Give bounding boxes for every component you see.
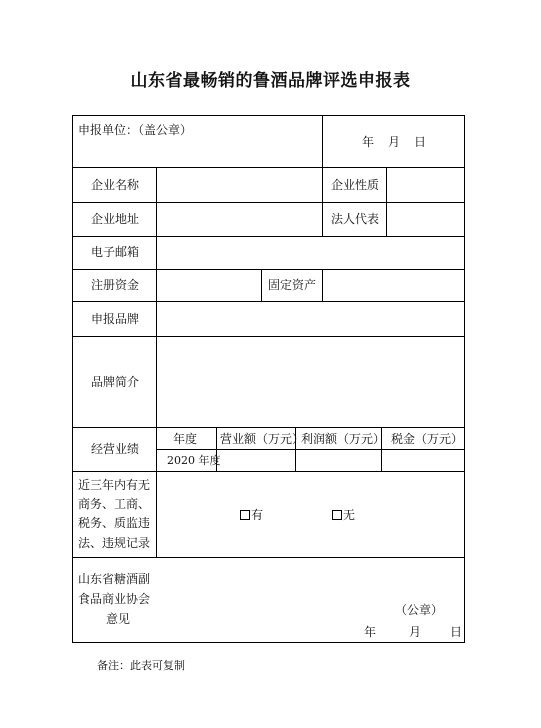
brand-label: 申报品牌 (91, 312, 140, 326)
legal-rep-field[interactable] (387, 203, 464, 236)
performance-header-year: 年度 (173, 432, 198, 446)
footnote: 备注：此表可复制 (97, 659, 185, 672)
company-name-field[interactable] (157, 168, 322, 202)
registered-capital-field[interactable] (157, 270, 261, 301)
registered-capital-label: 注册资金 (91, 278, 140, 292)
brand-field[interactable] (157, 302, 464, 336)
violation-no-checkbox[interactable] (332, 510, 342, 520)
performance-header-revenue: 营业额（万元） (220, 432, 305, 446)
violations-label-line-1: 近三年内有无 (78, 478, 151, 492)
applicant-unit-field[interactable] (73, 144, 322, 167)
violation-no-option[interactable] (332, 509, 355, 521)
fixed-assets-label: 固定资产 (268, 278, 317, 292)
date-month-label: 月 (388, 135, 401, 149)
performance-header-tax: 税金（万元） (391, 432, 464, 446)
date-year-label: 年 (362, 135, 375, 149)
applicant-unit-label: 申报单位：（盖公章） (78, 123, 193, 137)
association-year-label: 年 (364, 625, 377, 639)
profit-field[interactable] (296, 450, 381, 471)
association-seal-label: （公章） (395, 603, 444, 617)
performance-header-profit: 利润额（万元） (301, 432, 386, 446)
tax-field[interactable] (382, 450, 464, 471)
revenue-field[interactable] (217, 450, 295, 471)
performance-row-year: 2020 年度 (167, 454, 221, 467)
company-name-label: 企业名称 (91, 178, 140, 192)
association-label-line-2: 食品商业协会 (78, 592, 151, 606)
association-month-label: 月 (409, 625, 422, 639)
violations-label-line-3: 税务、质监违 (78, 516, 151, 530)
email-label: 电子邮箱 (91, 245, 140, 259)
application-form-table (72, 115, 465, 643)
company-nature-field[interactable] (387, 168, 464, 202)
violation-yes-option[interactable] (240, 509, 263, 521)
company-address-field[interactable] (157, 203, 322, 236)
fixed-assets-field[interactable] (323, 270, 464, 301)
violations-label-line-4: 法、违规记录 (78, 536, 151, 550)
form-title: 山东省最畅销的鲁酒品牌评选申报表 (130, 71, 411, 91)
association-day-label: 日 (450, 625, 463, 639)
brand-intro-label: 品牌简介 (91, 375, 140, 389)
brand-intro-field[interactable] (157, 337, 464, 427)
date-day-label: 日 (414, 135, 427, 149)
association-label-line-1: 山东省糖酒副 (78, 572, 151, 586)
performance-label: 经营业绩 (91, 442, 140, 456)
email-field[interactable] (157, 237, 464, 269)
company-nature-label: 企业性质 (331, 178, 380, 192)
violation-yes-checkbox[interactable] (240, 510, 250, 520)
violation-yes-label: 有 (251, 508, 264, 522)
company-address-label: 企业地址 (91, 212, 140, 226)
association-label-line-3: 意见 (106, 612, 131, 626)
violations-label-line-2: 商务、工商、 (78, 497, 151, 511)
violation-no-label: 无 (343, 508, 356, 522)
legal-rep-label: 法人代表 (331, 212, 380, 226)
